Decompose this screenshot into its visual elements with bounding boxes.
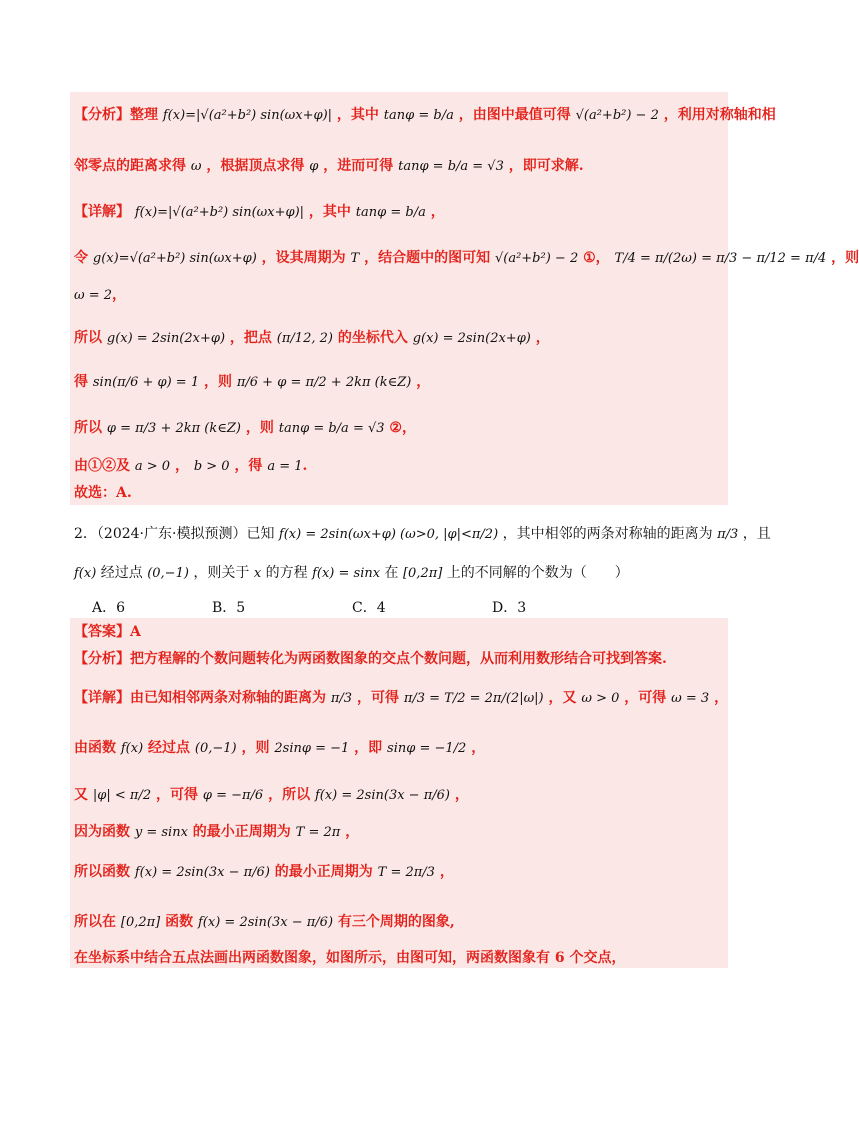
- answer-line: 【答案】A: [74, 624, 141, 640]
- detail-q2-line-7: 在坐标系中结合五点法画出两函数图象，如图所示，由图可知，两函数图象有 6 个交点，: [74, 950, 626, 966]
- question-line-1: 2．（2024·广东·模拟预测）已知 f(x) = 2sin(ωx+φ) (ω>0, |φ|<π/2) ，其中相邻的两条对称轴的距离为 π/3 ，且: [74, 526, 771, 542]
- detail-q2-line-5: 所以函数 f(x) = 2sin(3x − π/6) 的最小正周期为 T = 2π/3 ，: [74, 864, 454, 880]
- detail-line-1: 【详解】 f(x)=|√(a²+b²) sin(ωx+φ)| ，其中 tanφ = b/a ，: [74, 204, 445, 220]
- detail-line-3: ω = 2，: [74, 287, 127, 303]
- detail-line-6: 所以 φ = π/3 + 2kπ (k∈Z) ，则 tanφ = b/a = √3 ②，: [74, 420, 416, 436]
- answer-choice-line: 故选：A.: [74, 485, 132, 501]
- detail-q2-line-3: 又 |φ| < π/2 ，可得 φ = −π/6 ，所以 f(x) = 2sin(3x − π/6) ，: [74, 787, 469, 803]
- detail-line-5: 得 sin(π/6 + φ) = 1 ，则 π/6 + φ = π/2 + 2kπ (k∈Z) ，: [74, 374, 431, 390]
- detail-line-7: 由①②及 a > 0 ， b > 0 ，得 a = 1.: [74, 458, 308, 474]
- analysis-line-1: 【分析】整理 f(x)=|√(a²+b²) sin(ωx+φ)| ，其中 tanφ = b/a ，由图中最值可得 √(a²+b²) − 2 ，利用对称轴和相: [74, 107, 776, 123]
- question-line-2: f(x) 经过点 (0,−1) ，则关于 x 的方程 f(x) = sinx 在 [0,2π] 上的不同解的个数为（ ）: [74, 565, 629, 581]
- solution-block-1: [70, 92, 728, 505]
- choice-b: B．5: [212, 600, 246, 616]
- detail-q2-line-6: 所以在 [0,2π] 函数 f(x) = 2sin(3x − π/6) 有三个周期的图象,: [74, 914, 455, 930]
- analysis-line-2: 邻零点的距离求得 ω ，根据顶点求得 φ ，进而可得 tanφ = b/a = √3 ，即可求解.: [74, 158, 584, 174]
- detail-q2-line-4: 因为函数 y = sinx 的最小正周期为 T = 2π ，: [74, 824, 360, 840]
- choice-c: C．4: [352, 600, 386, 616]
- detail-q2-line-2: 由函数 f(x) 经过点 (0,−1) ，则 2sinφ = −1 ，即 sinφ = −1/2 ，: [74, 740, 486, 756]
- analysis-line-q2: 【分析】把方程解的个数问题转化为两函数图象的交点个数问题，从而利用数形结合可找到答案.: [74, 651, 667, 667]
- choice-a: A．6: [92, 600, 126, 616]
- detail-line-2: 令 g(x)=√(a²+b²) sin(ωx+φ) ，设其周期为 T ，结合题中的图可知 √(a²+b²) − 2 ①， T/4 = π/(2ω) = π/3 − π/12 = π/4 ，则: [74, 250, 859, 266]
- choice-d: D．3: [492, 600, 527, 616]
- detail-q2-line-1: 【详解】由已知相邻两条对称轴的距离为 π/3 ，可得 π/3 = T/2 = 2π/(2|ω|) ，又 ω > 0 ，可得 ω = 3 ，: [74, 690, 729, 706]
- detail-line-4: 所以 g(x) = 2sin(2x+φ) ，把点 (π/12, 2) 的坐标代入 g(x) = 2sin(2x+φ) ，: [74, 330, 550, 346]
